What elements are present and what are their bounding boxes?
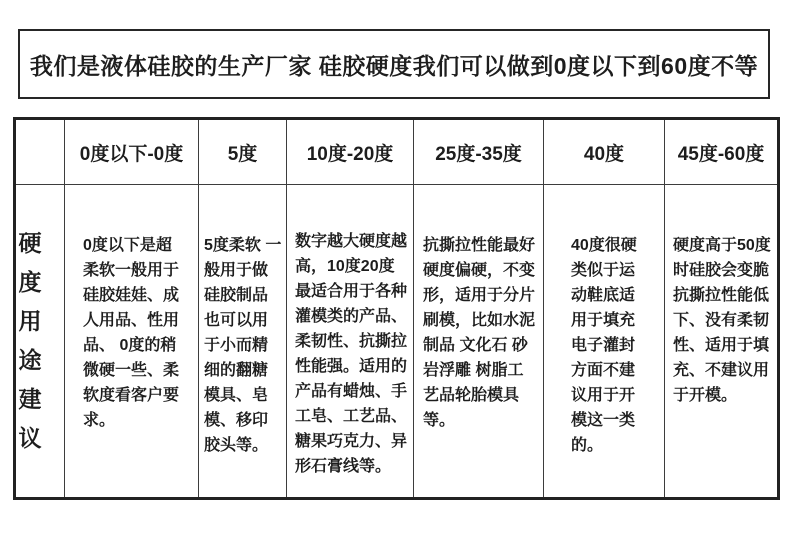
header-cell-5: 5度 [199,119,287,185]
header-cell-10-20: 10度-20度 [287,119,414,185]
header-cell-45-60: 45度-60度 [665,119,779,185]
body-row [15,185,779,499]
body-cell-5: 5度柔软 一般用于做硅胶制品也可以用于小而精细的翻糖模具、皂模、移印胶头等。 [199,185,287,499]
header-cell-0below-0: 0度以下-0度 [65,119,199,185]
header-cell-empty [15,119,65,185]
row-header-cell [15,185,65,499]
body-cell-10-20: 数字越大硬度越高，10度20度最适合用于各种灌模类的产品、柔韧性、抗撕拉性能强。适用的产品有蜡烛、手工皂、工艺品、糖果巧克力、异形石膏线等。 [287,185,414,499]
hardness-table [13,117,780,500]
row-header-vertical-text: 硬度用途建议 [18,230,42,451]
body-cell-45-60: 硬度高于50度时硅胶会变脆抗撕拉性能低下、没有柔韧性、适用于填充、不建议用于开模。 [665,185,779,499]
header-cell-25-35: 25度-35度 [414,119,544,185]
body-cell-40: 40度很硬类似于运动鞋底适用于填充电子灌封方面不建议用于开模这一类的。 [544,185,665,499]
banner [18,29,770,99]
header-cell-40: 40度 [544,119,665,185]
header-row [15,119,779,185]
body-cell-25-35: 抗撕拉性能最好硬度偏硬，不变形，适用于分片刷模，比如水泥制品 文化石 砂岩浮雕 树脂工艺品轮胎模具等。 [414,185,544,499]
banner-text: 我们是液体硅胶的生产厂家 硅胶硬度我们可以做到0度以下到60度不等 [29,52,759,79]
body-cell-0below-0: 0度以下是超柔软一般用于硅胶娃娃、成人用品、性用品、 0度的稍微硬一些、柔软度看客户要求。 [65,185,199,499]
